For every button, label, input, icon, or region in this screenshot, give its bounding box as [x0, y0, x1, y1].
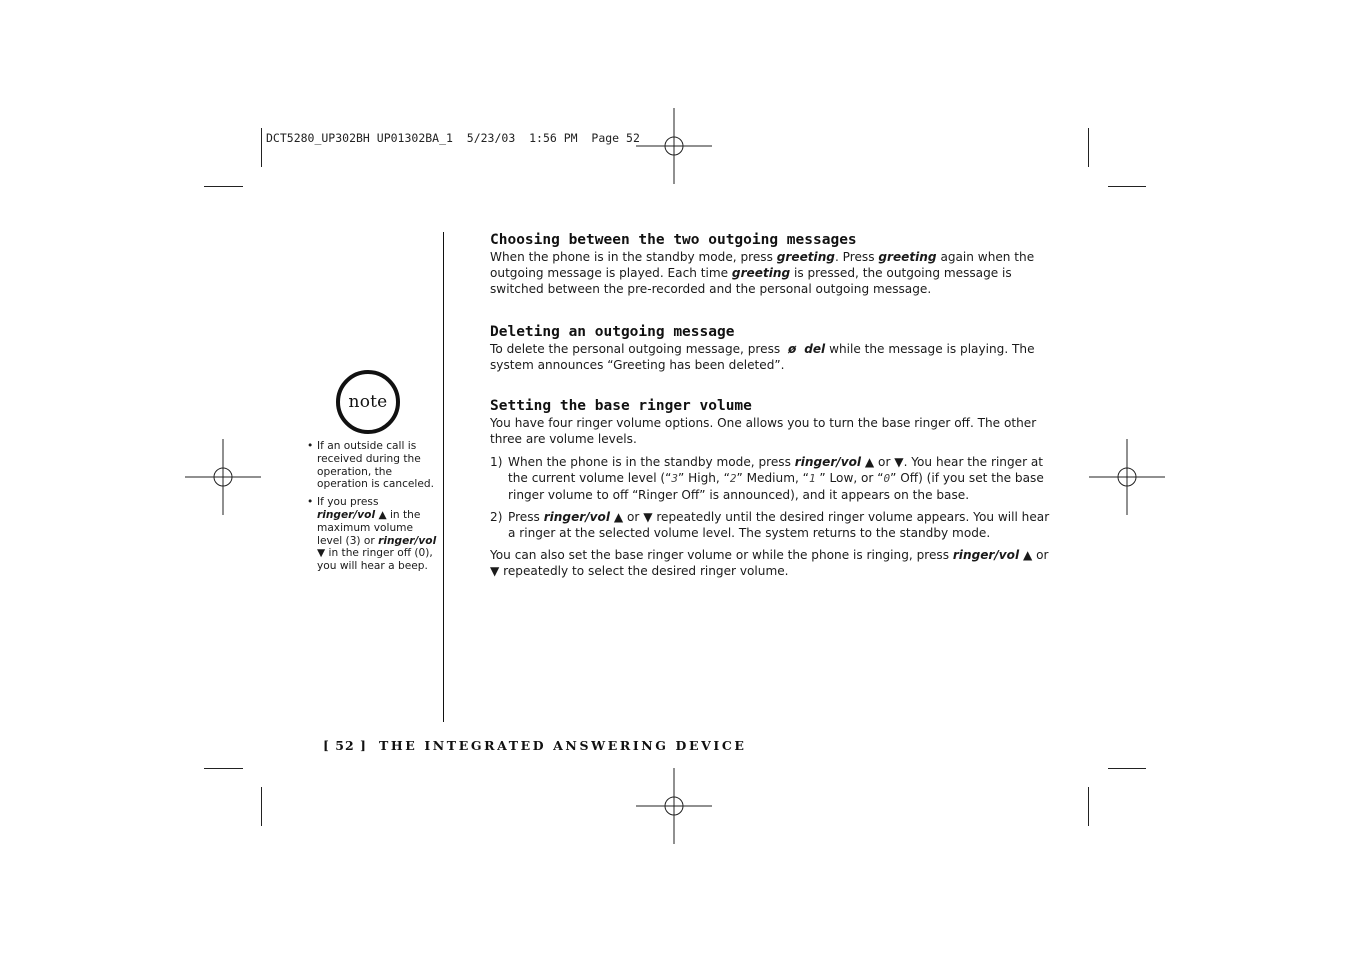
- key-name: ringer/vol: [543, 510, 610, 524]
- key-name: greeting: [878, 250, 937, 264]
- crop-mark: [261, 787, 262, 826]
- key-name: ringer/vol: [378, 534, 437, 547]
- chapter-title: THE INTEGRATED ANSWERING DEVICE: [378, 738, 747, 753]
- body-text: ” Medium, “: [736, 471, 809, 485]
- sidebar-notes: [307, 440, 441, 578]
- sidenote-text: ▼ in the ringer off (0), you will hear a beep.: [317, 547, 433, 573]
- step-number: 2): [490, 510, 503, 524]
- page-number: [ 52 ]: [323, 738, 367, 753]
- sidenote-item: [307, 496, 441, 573]
- lcd-digit: 1: [808, 472, 816, 485]
- body-text: . Press: [834, 250, 879, 264]
- registration-mark-icon: [1089, 439, 1165, 515]
- body-text: while the message is playing. The system announces “Greeting has been deleted”.: [490, 342, 1035, 372]
- lcd-digit: 0: [883, 472, 891, 485]
- body-text: is pressed, the outgoing message is switched between the pre-recorded and the personal outgoing message.: [490, 266, 1012, 296]
- key-name: greeting: [731, 266, 791, 280]
- lcd-digit: 2: [729, 472, 737, 485]
- section-body: [490, 249, 1050, 297]
- section-body: [490, 547, 1050, 579]
- key-name: ringer/vol: [952, 548, 1020, 562]
- section-heading: Setting the base ringer volume: [490, 398, 752, 414]
- body-text: ▲ or ▼ repeatedly until the desired ringer volume appears. You will hear a ringer at the selected volume level. The system returns to the standby mode.: [508, 510, 1050, 540]
- registration-mark-icon: [185, 439, 261, 515]
- body-text: When the phone is in the standby mode, press: [508, 455, 795, 469]
- registration-mark-icon: [636, 768, 712, 844]
- main-content: [490, 231, 1050, 579]
- step-item: [490, 454, 1050, 503]
- body-text: To delete the personal outgoing message, press: [490, 342, 785, 356]
- step-number: 1): [490, 455, 503, 469]
- crop-mark: [1108, 768, 1146, 769]
- sidenote-text: If an outside call is received during the operation, the operation is canceled.: [317, 440, 434, 491]
- section-body: You have four ringer volume options. One allows you to turn the base ringer off. The other three are volume levels.: [490, 416, 1037, 446]
- crop-mark: [1108, 186, 1146, 187]
- body-text: ” Off) (if you set the base ringer volume to off “Ringer Off” is announced), and it appears on the base.: [508, 471, 1044, 502]
- body-text: again when the outgoing message is played. Each time: [490, 250, 1035, 280]
- print-slug: DCT5280_UP302BH UP01302BA_1 5/23/03 1:56 PM Page 52: [266, 131, 640, 145]
- key-name: del: [804, 342, 826, 356]
- step-item: [490, 509, 1050, 541]
- section-heading: Deleting an outgoing message: [490, 324, 735, 340]
- body-text: ” Low, or “: [815, 471, 884, 485]
- body-text: When the phone is in the standby mode, press: [490, 250, 777, 264]
- delete-key-icon: ø: [788, 342, 797, 356]
- bullet-icon: •: [307, 440, 314, 452]
- body-text: ▲ or ▼. You hear the ringer at the current volume level (“: [508, 455, 1044, 485]
- sidebar-divider: [443, 232, 444, 722]
- crop-mark: [204, 186, 243, 187]
- lcd-digit: 3: [671, 472, 679, 485]
- note-label: note: [348, 392, 388, 412]
- sidenote-item: [307, 440, 441, 491]
- crop-mark: [1088, 128, 1089, 167]
- registration-mark-icon: [636, 108, 712, 184]
- crop-mark: [204, 768, 243, 769]
- sidenote-text: If you press: [317, 496, 379, 509]
- body-text: ” High, “: [678, 471, 730, 485]
- page-footer: [323, 738, 747, 753]
- crop-mark: [1088, 787, 1089, 826]
- key-name: ringer/vol: [317, 508, 376, 521]
- section-body: [490, 341, 1050, 373]
- body-text: ▲ or ▼ repeatedly to select the desired ringer volume.: [490, 548, 1049, 578]
- key-name: greeting: [776, 250, 835, 264]
- bullet-icon: •: [307, 496, 314, 509]
- body-text: Press: [508, 510, 544, 524]
- note-icon: [336, 370, 400, 434]
- key-name: ringer/vol: [794, 455, 862, 469]
- sidenote-text: ▲ in the maximum volume level (3) or: [317, 508, 421, 547]
- step-list: [490, 454, 1050, 541]
- body-text: You can also set the base ringer volume or while the phone is ringing, press: [490, 548, 953, 562]
- section-heading: Choosing between the two outgoing messages: [490, 232, 857, 248]
- crop-mark: [261, 128, 262, 167]
